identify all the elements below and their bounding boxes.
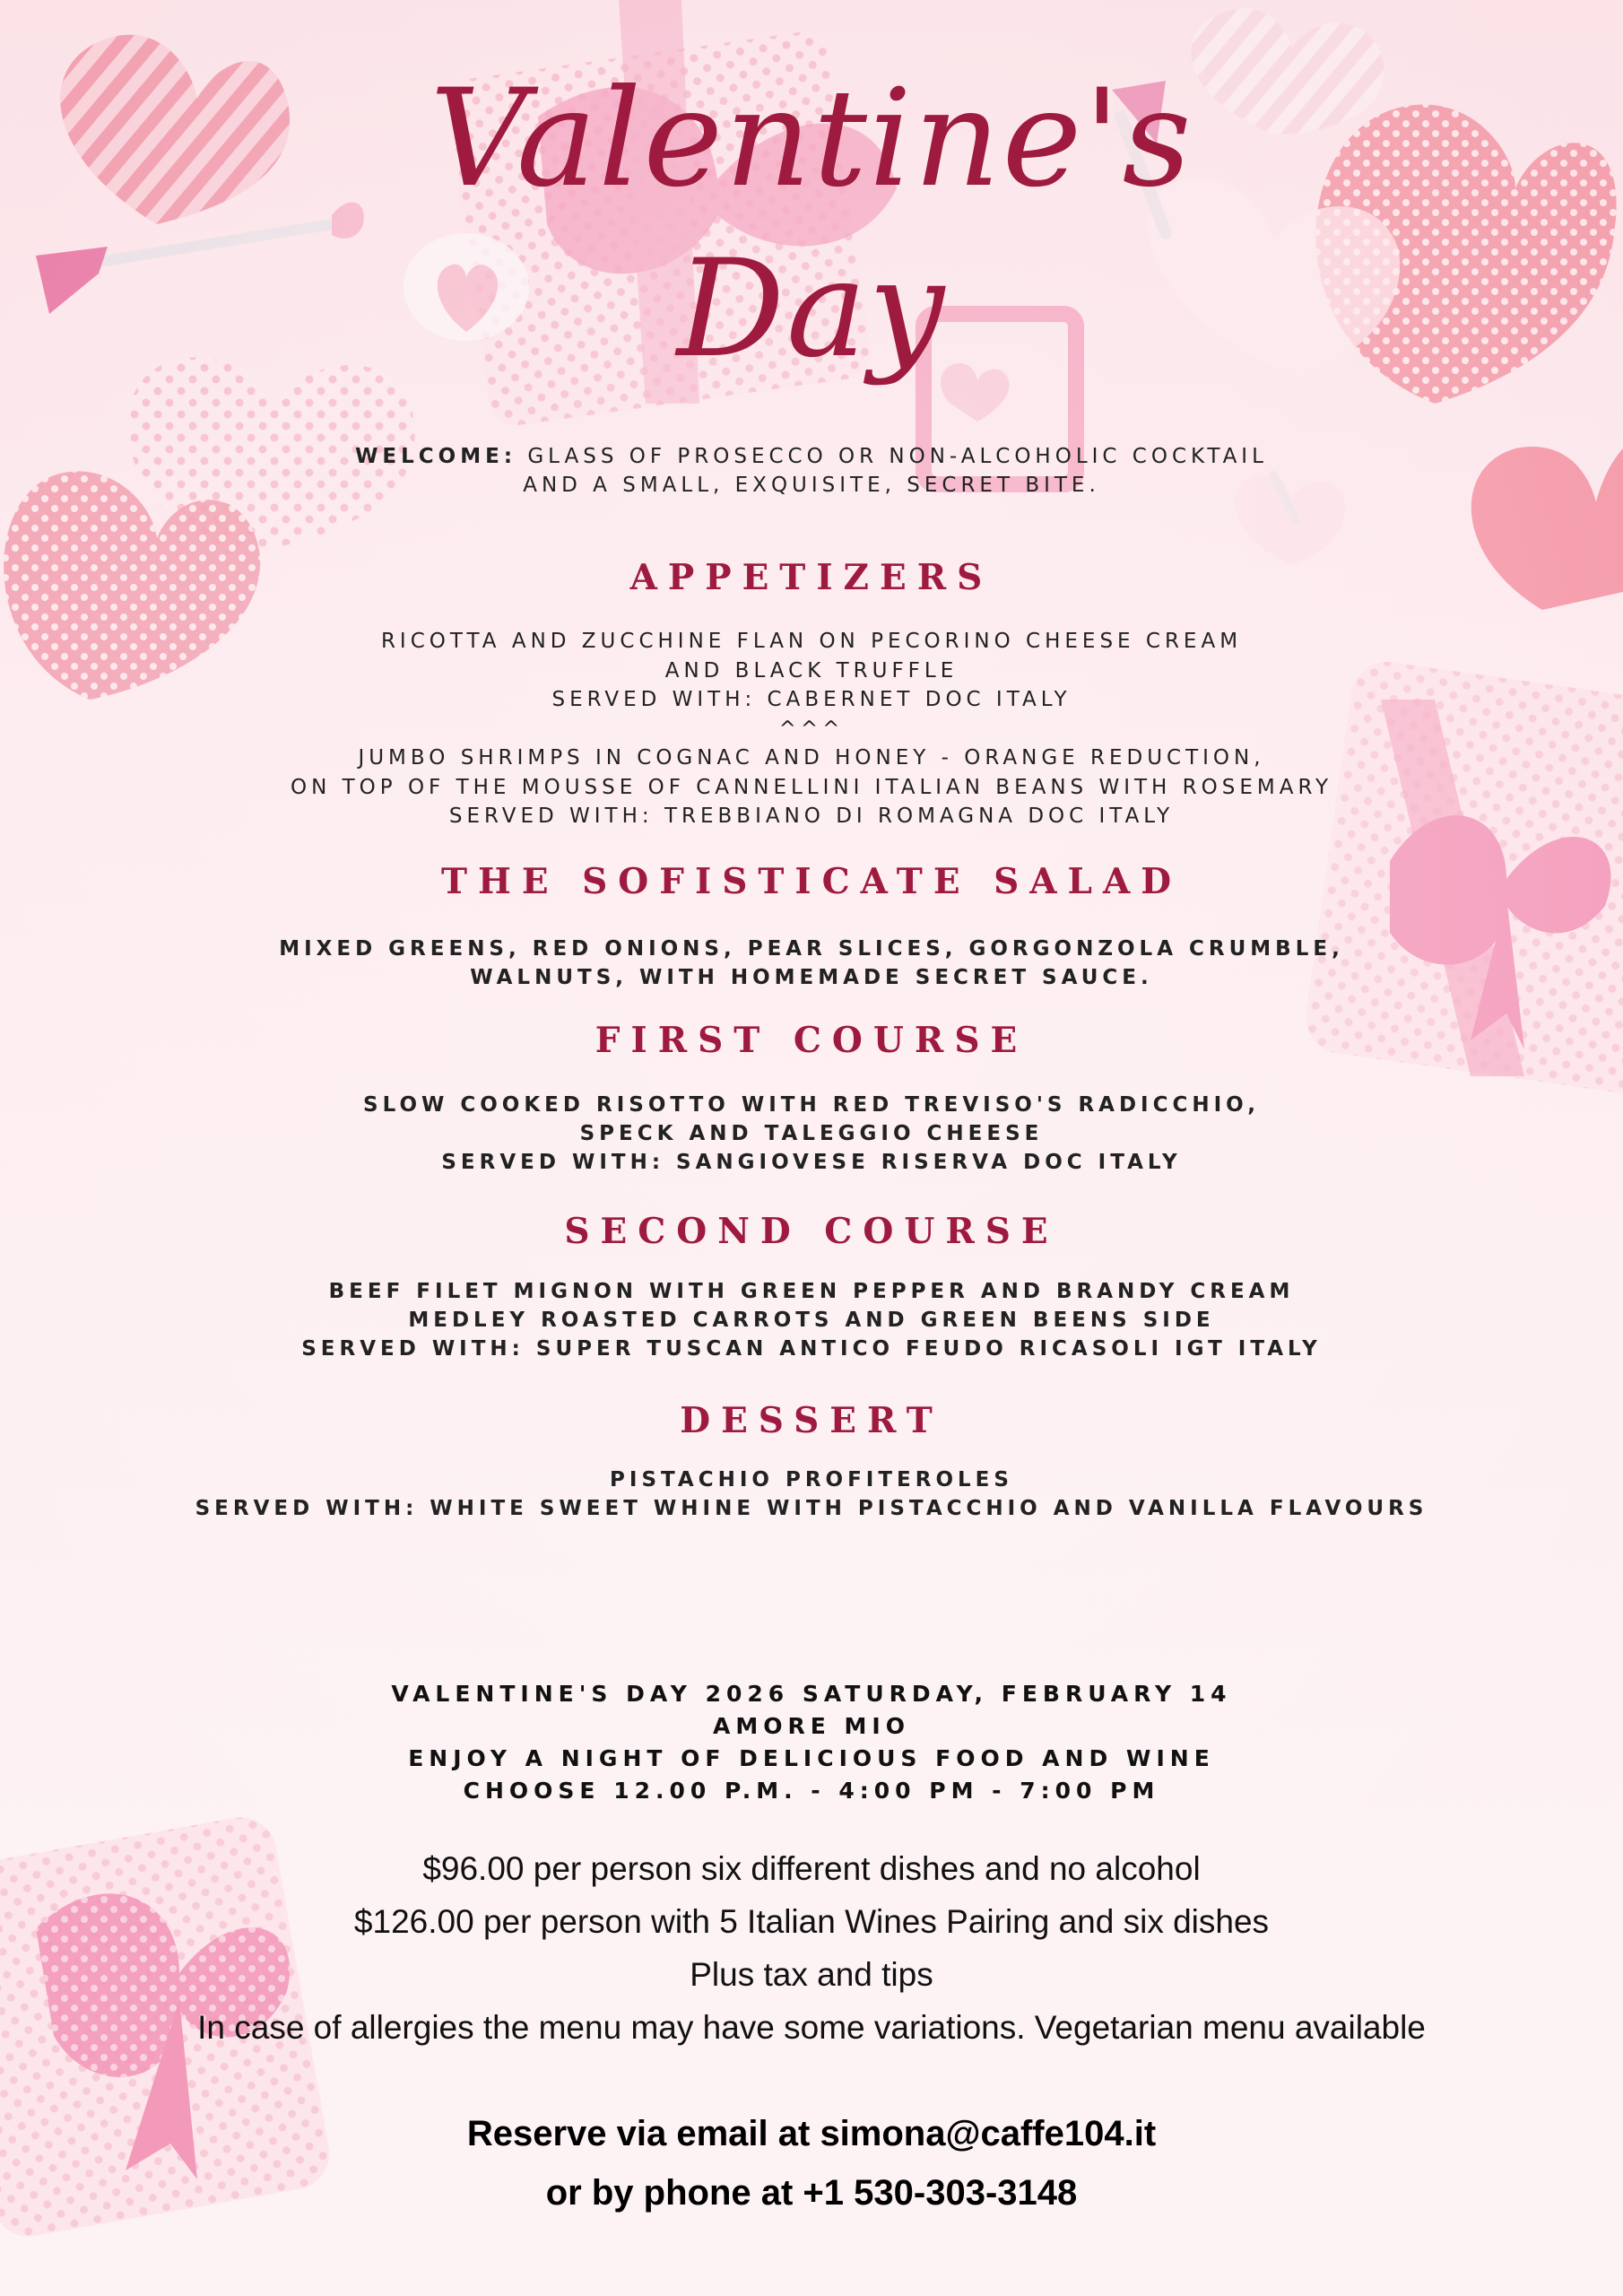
menu-line: SERVED WITH: CABERNET DOC ITALY [551, 688, 1072, 711]
menu-line: SLOW COOKED RISOTTO WITH RED TREVISO'S RADICCHIO, [363, 1093, 1260, 1117]
event-line: VALENTINE'S DAY 2026 SATURDAY, FEBRUARY 14 [391, 1681, 1232, 1707]
menu-line: BEEF FILET MIGNON WITH GREEN PEPPER AND BRANDY CREAM [328, 1280, 1295, 1303]
event-line: AMORE MIO [713, 1713, 910, 1739]
menu-line: SERVED WITH: SUPER TUSCAN ANTICO FEUDO RICASOLI IGT ITALY [301, 1337, 1322, 1361]
event-info [0, 1678, 1623, 1807]
title-line-2: Day [676, 231, 947, 387]
menu-line: AND BLACK TRUFFLE [664, 658, 959, 683]
price-line: $126.00 per person with 5 Italian Wines Pairing and six dishes [353, 1903, 1270, 1940]
menu-line: SERVED WITH: WHITE SWEET WHINE WITH PISTACCHIO AND VANILLA FLAVOURS [195, 1497, 1428, 1520]
welcome-line-2: AND A SMALL, EXQUISITE, SECRET BITE. [523, 474, 1100, 497]
menu-line: PISTACHIO PROFITEROLES [610, 1468, 1013, 1492]
reserve-email: Reserve via email at simona@caffe104.it [466, 2114, 1157, 2153]
section-heading-second-course: SECOND COURSE [564, 1211, 1059, 1252]
price-line: $96.00 per person six different dishes and no alcohol [422, 1850, 1201, 1887]
welcome-line-1 [0, 442, 1623, 471]
pricing-info [179, 1842, 1444, 2054]
menu-line: SPECK AND TALEGGIO CHEESE [579, 1122, 1044, 1145]
welcome-block [0, 442, 1623, 500]
reservation-info [0, 2104, 1623, 2222]
menu-line: RICOTTA AND ZUCCHINE FLAN ON PECORINO CHEESE CREAM [380, 630, 1243, 653]
menu-line: MEDLEY ROASTED CARROTS AND GREEN BEENS SIDE [408, 1309, 1215, 1332]
price-line: Plus tax and tips [690, 1956, 933, 1993]
menu-line: WALNUTS, WITH HOMEMADE SECRET SAUCE. [470, 966, 1153, 989]
first-course-list [0, 1091, 1623, 1177]
reserve-phone: or by phone at +1 530-303-3148 [545, 2173, 1078, 2213]
title-line-1: Valentine's [430, 61, 1193, 217]
section-heading-salad: THE SOFISTICATE SALAD [440, 861, 1183, 902]
menu-line: ^^^ [778, 717, 845, 741]
salad-list [0, 935, 1623, 992]
welcome-label: WELCOME: [355, 445, 517, 468]
welcome-text: GLASS OF PROSECCO OR NON-ALCOHOLIC COCKTAIL [516, 445, 1268, 468]
section-heading-dessert: DESSERT [680, 1400, 943, 1441]
dessert-list [0, 1465, 1623, 1523]
menu-line: SERVED WITH: TREBBIANO DI ROMAGNA DOC ITALY [448, 804, 1175, 828]
appetizers-list [0, 627, 1623, 831]
section-heading-first-course: FIRST COURSE [595, 1020, 1028, 1061]
menu-line: SERVED WITH: SANGIOVESE RISERVA DOC ITALY [441, 1151, 1182, 1174]
menu-line: ON TOP OF THE MOUSSE OF CANNELLINI ITALIAN BEANS WITH ROSEMARY [290, 775, 1333, 799]
second-course-list [0, 1277, 1623, 1363]
section-heading-appetizers: APPETIZERS [629, 557, 994, 598]
menu-line: MIXED GREENS, RED ONIONS, PEAR SLICES, GORGONZOLA CRUMBLE, [279, 937, 1344, 961]
event-line: CHOOSE 12.00 P.M. - 4:00 PM - 7:00 PM [463, 1778, 1160, 1804]
event-line: ENJOY A NIGHT OF DELICIOUS FOOD AND WINE [408, 1745, 1215, 1771]
price-line: In case of allergies the menu may have some variations. Vegetarian menu available [197, 2009, 1426, 2046]
menu-line: JUMBO SHRIMPS IN COGNAC AND HONEY - ORANGE REDUCTION, [358, 746, 1265, 770]
